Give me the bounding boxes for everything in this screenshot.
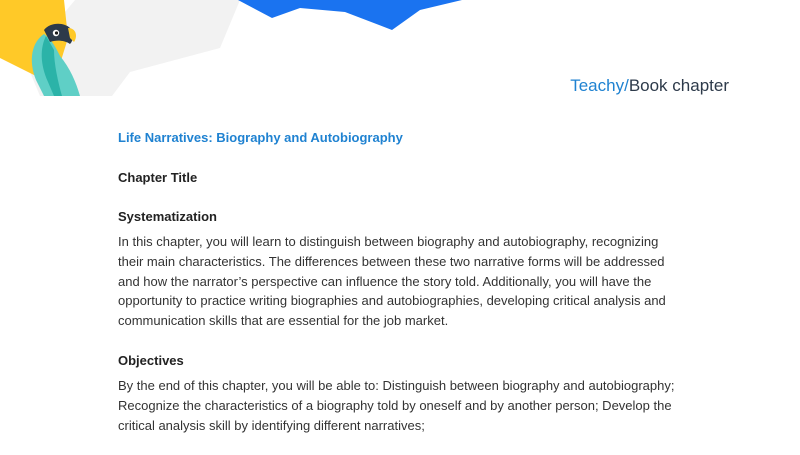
brand-secondary: Book chapter <box>628 76 729 95</box>
section-heading-objectives: Objectives <box>118 352 184 368</box>
section-body-objectives: By the end of this chapter, you will be able to: Distinguish between biography and autobiography; Recognize the characteristics of a biography told by oneself and by another person; Develop the critical analysis skill by identifying different narratives; <box>118 377 675 433</box>
document-title: Life Narratives: Biography and Autobiography <box>118 130 403 145</box>
blue-shape <box>238 0 462 30</box>
document-content <box>118 128 683 455</box>
section-body-systematization: In this chapter, you will learn to distinguish between biography and autobiography, recognizing their main characteristics. The differences between these two narrative forms will be addressed and how the narrator’s perspective can influence the story told. Additionally, you will have the opportunity to practice writing biographies and autobiographies, developing critical analysis and communication skills that are essential for the job market. <box>118 234 666 329</box>
chapter-title-label: Chapter Title <box>118 170 198 185</box>
brand-label <box>570 75 729 97</box>
brand-primary: Teachy/ <box>570 76 629 95</box>
section-heading-systematization: Systematization <box>118 209 217 224</box>
